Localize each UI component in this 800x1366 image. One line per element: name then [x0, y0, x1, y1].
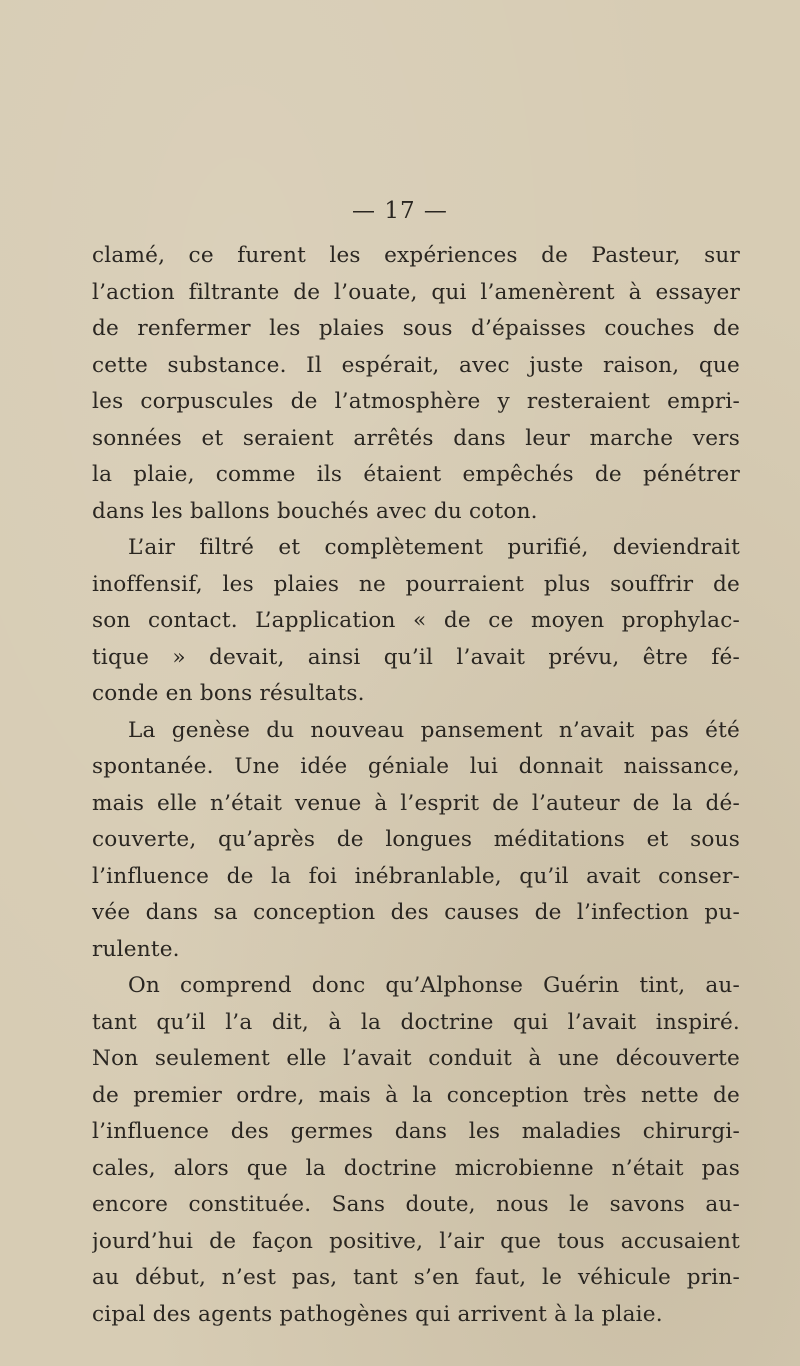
text-line: de premier ordre, mais à la conception très nette de — [92, 1082, 740, 1108]
text-line: jourd’hui de façon positive, l’air que tous accusaient — [92, 1228, 740, 1254]
text-line: encore constituée. Sans doute, nous le savons au- — [92, 1192, 740, 1217]
text-line: les corpuscules de l’atmosphère y resteraient empri- — [92, 389, 740, 414]
text-line: au début, n’est pas, tant s’en faut, le véhicule prin- — [92, 1265, 740, 1290]
text-line: couverte, qu’après de longues méditations et sous — [92, 827, 740, 852]
text-line: l’action filtrante de l’ouate, qui l’amenèrent à essayer — [92, 279, 740, 305]
text-line: l’influence des germes dans les maladies chirurgi- — [92, 1119, 740, 1144]
text-line: rulente. — [92, 936, 180, 962]
text-line: de renfermer les plaies sous d’épaisses couches de — [92, 316, 740, 341]
text-line: son contact. L’application « de ce moyen prophylac- — [92, 608, 740, 633]
text-line: cales, alors que la doctrine microbienne n’était pas — [92, 1155, 740, 1181]
text-line: clamé, ce furent les expériences de Pasteur, sur — [92, 243, 740, 268]
text-line: vée dans sa conception des causes de l’infection pu- — [92, 900, 740, 925]
text-line: tant qu’il l’a dit, à la doctrine qui l’avait inspiré. — [92, 1009, 740, 1035]
body-text — [92, 238, 740, 1333]
text-line: inoffensif, les plaies ne pourraient plus souffrir de — [92, 571, 740, 597]
text-line: spontanée. Une idée géniale lui donnait naissance, — [92, 754, 740, 779]
text-line: l’influence de la foi inébranlable, qu’il avait conser- — [92, 863, 740, 889]
text-line: la plaie, comme ils étaient empêchés de pénétrer — [92, 462, 740, 487]
text-line: L’air filtré et complètement purifié, deviendrait — [128, 535, 740, 560]
text-line: dans les ballons bouchés avec du coton. — [92, 498, 538, 524]
text-line: On comprend donc qu’Alphonse Guérin tint, au- — [128, 973, 740, 998]
text-line: mais elle n’était venue à l’esprit de l’auteur de la dé- — [92, 790, 740, 816]
text-line: conde en bons résultats. — [92, 681, 365, 706]
text-line: cipal des agents pathogènes qui arrivent à la plaie. — [92, 1301, 663, 1327]
text-line: sonnées et seraient arrêtés dans leur marche vers — [92, 425, 740, 451]
text-line: Non seulement elle l’avait conduit à une découverte — [92, 1046, 740, 1071]
page-number: — 17 — — [352, 198, 448, 224]
text-line: cette substance. Il espérait, avec juste raison, que — [92, 352, 740, 378]
text-line: La genèse du nouveau pansement n’avait pas été — [128, 717, 740, 743]
text-line: tique » devait, ainsi qu’il l’avait prévu, être fé- — [92, 644, 740, 670]
